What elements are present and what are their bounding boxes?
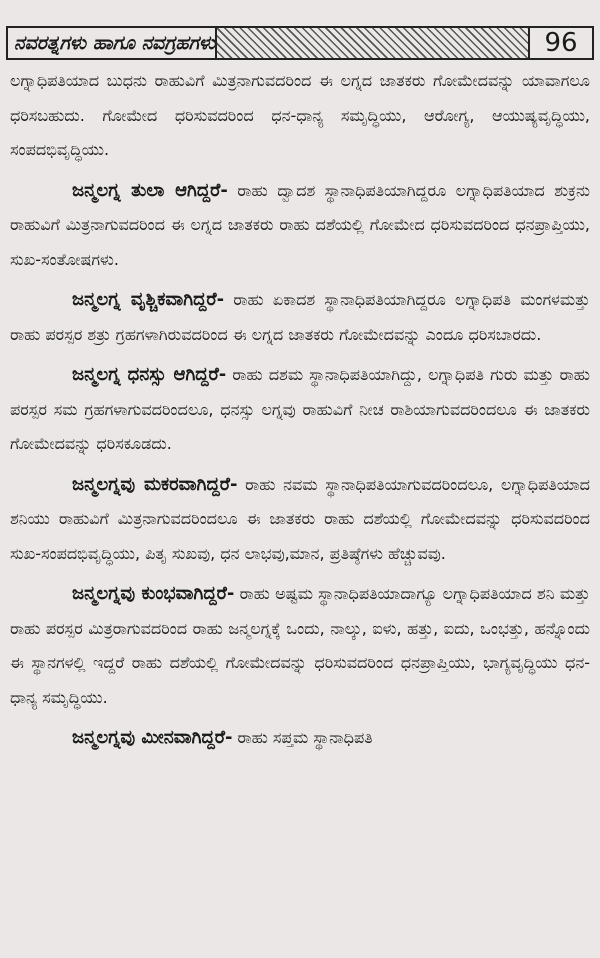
- paragraph: [10, 174, 590, 278]
- paragraph-text: ರಾಹು ಏಕಾದಶ ಸ್ಥಾನಾಧಿಪತಿಯಾಗಿದ್ದರೂ ಲಗ್ನಾಧಿಪತಿ ಮಂಗಳಮತ್ತು ರಾಹು ಪರಸ್ಪರ ಶತ್ರು ಗ್ರಹಗಳಾಗಿರುವದರಿಂದ ಈ ಲಗ್ನದ ಜಾತಕರು ಗೋಮೇದವನ್ನು ಎಂದೂ ಧರಿಸಬಾರದು.: [10, 290, 590, 344]
- paragraph: [10, 468, 590, 572]
- page-header: [6, 26, 594, 60]
- paragraph-lead: ಜನ್ಮಲಗ್ನ ಧನಸ್ಸು ಆಗಿದ್ದರೆ-: [72, 364, 227, 385]
- paragraph-lead: ಜನ್ಮಲಗ್ನವು ಮೀನವಾಗಿದ್ದರೆ-: [72, 727, 233, 748]
- paragraph-lead: ಜನ್ಮಲಗ್ನ ವೃಶ್ಚಿಕವಾಗಿದ್ದರೆ-: [72, 289, 225, 310]
- paragraph: [10, 283, 590, 352]
- paragraph-text: ರಾಹು ಅಷ್ಟಮ ಸ್ಥಾನಾಧಿಪತಿಯಾದಾಗ್ಯೂ ಲಗ್ನಾಧಿಪತಿಯಾದ ಶನಿ ಮತ್ತು ರಾಹು ಪರಸ್ಪರ ಮಿತ್ರರಾಗುವದರಿಂದ ರಾಹು ಜನ್ಮಲಗ್ನಕ್ಕೆ ಒಂದು, ನಾಲ್ಕು, ಐಳು, ಹತ್ತು, ಐದು, ಒಂಭತ್ತು, ಹನ್ನೊಂದು ಈ ಸ್ಥಾನಗಳಲ್ಲಿ ಇದ್ದರೆ ರಾಹು ದಶೆಯಲ್ಲಿ ಗೋಮೇದವನ್ನು ಧರಿಸುವದರಿಂದ ಧನಪ್ರಾಪ್ತಿಯು, ಭಾಗ್ಯವೃದ್ಧಿಯು ಧನ-ಧಾನ್ಯ ಸಮೃದ್ಧಿಯು.: [10, 584, 590, 707]
- running-title: ನವರತ್ನಗಳು ಹಾಗೂ ನವಗ್ರಹಗಳು: [8, 32, 215, 54]
- header-hatch-decoration: [215, 28, 530, 58]
- paragraph: [10, 64, 590, 168]
- paragraph-text: ರಾಹು ದಶಮ ಸ್ಥಾನಾಧಿಪತಿಯಾಗಿದ್ದು, ಲಗ್ನಾಧಿಪತಿ ಗುರು ಮತ್ತು ರಾಹು ಪರಸ್ಪರ ಸಮ ಗ್ರಹಗಳಾಗುವದರಿಂದಲೂ, ಧನಸ್ಸು ಲಗ್ನವು ರಾಹುವಿಗೆ ನೀಚ ರಾಶಿಯಾಗುವದರಿಂದಲೂ ಈ ಜಾತಕರು ಗೋಮೇದವನ್ನು ಧರಿಸಕೂಡದು.: [10, 365, 590, 453]
- paragraph-lead: ಜನ್ಮಲಗ್ನವು ಕುಂಭವಾಗಿದ್ದರೆ-: [72, 583, 235, 604]
- paragraph-text: ರಾಹು ಸಪ್ತಮ ಸ್ಥಾನಾಧಿಪತಿ: [232, 728, 373, 747]
- page-body: [10, 64, 590, 954]
- paragraph: [10, 358, 590, 462]
- paragraph: [10, 721, 590, 756]
- paragraph: [10, 577, 590, 715]
- paragraph-text: ಲಗ್ನಾಧಿಪತಿಯಾದ ಬುಧನು ರಾಹುವಿಗೆ ಮಿತ್ರನಾಗುವದರಿಂದ ಈ ಲಗ್ನದ ಜಾತಕರು ಗೋಮೇದವನ್ನು ಯಾವಾಗಲೂ ಧರಿಸಬಹುದು. ಗೋಮೇದ ಧರಿಸುವದರಿಂದ ಧನ-ಧಾನ್ಯ ಸಮೃದ್ಧಿಯು, ಆರೋಗ್ಯ, ಆಯುಷ್ಯವೃದ್ಧಿಯು, ಸಂಪದಭಿವೃದ್ಧಿಯು.: [10, 71, 590, 159]
- paragraph-text: ರಾಹು ನವಮ ಸ್ಥಾನಾಧಿಪತಿಯಾಗುವದರಿಂದಲೂ, ಲಗ್ನಾಧಿಪತಿಯಾದ ಶನಿಯು ರಾಹುವಿಗೆ ಮಿತ್ರನಾಗುವದರಿಂದಲೂ ಈ ಜಾತಕರು ರಾಹು ದಶೆಯಲ್ಲಿ ಗೋಮೇದವನ್ನು ಧರಿಸುವದರಿಂದ ಸುಖ-ಸಂಪದಭಿವೃದ್ಧಿಯು, ಪಿತೃ ಸುಖವು, ಧನ ಲಾಭವು,ಮಾನ, ಪ್ರತಿಷ್ಠೆಗಳು ಹೆಚ್ಚುವವು.: [10, 474, 590, 563]
- paragraph-text: ರಾಹು ದ್ವಾದಶ ಸ್ಥಾನಾಧಿಪತಿಯಾಗಿದ್ದರೂ ಲಗ್ನಾಧಿಪತಿಯಾದ ಶುಕ್ರನು ರಾಹುವಿಗೆ ಮಿತ್ರನಾಗುವದರಿಂದ ಈ ಲಗ್ನದ ಜಾತಕರು ರಾಹು ದಶೆಯಲ್ಲಿ ಗೋಮೇದ ಧರಿಸುವದರಿಂದ ಧನಪ್ರಾಪ್ತಿಯು, ಸುಖ-ಸಂತೋಷಗಳು.: [10, 180, 590, 269]
- paragraph-lead: ಜನ್ಮಲಗ್ನವು ಮಕರವಾಗಿದ್ದರೆ-: [72, 473, 238, 495]
- paragraph-lead: ಜನ್ಮಲಗ್ನ ತುಲಾ ಆಗಿದ್ದರೆ-: [72, 179, 228, 201]
- page-number: 96: [530, 28, 592, 58]
